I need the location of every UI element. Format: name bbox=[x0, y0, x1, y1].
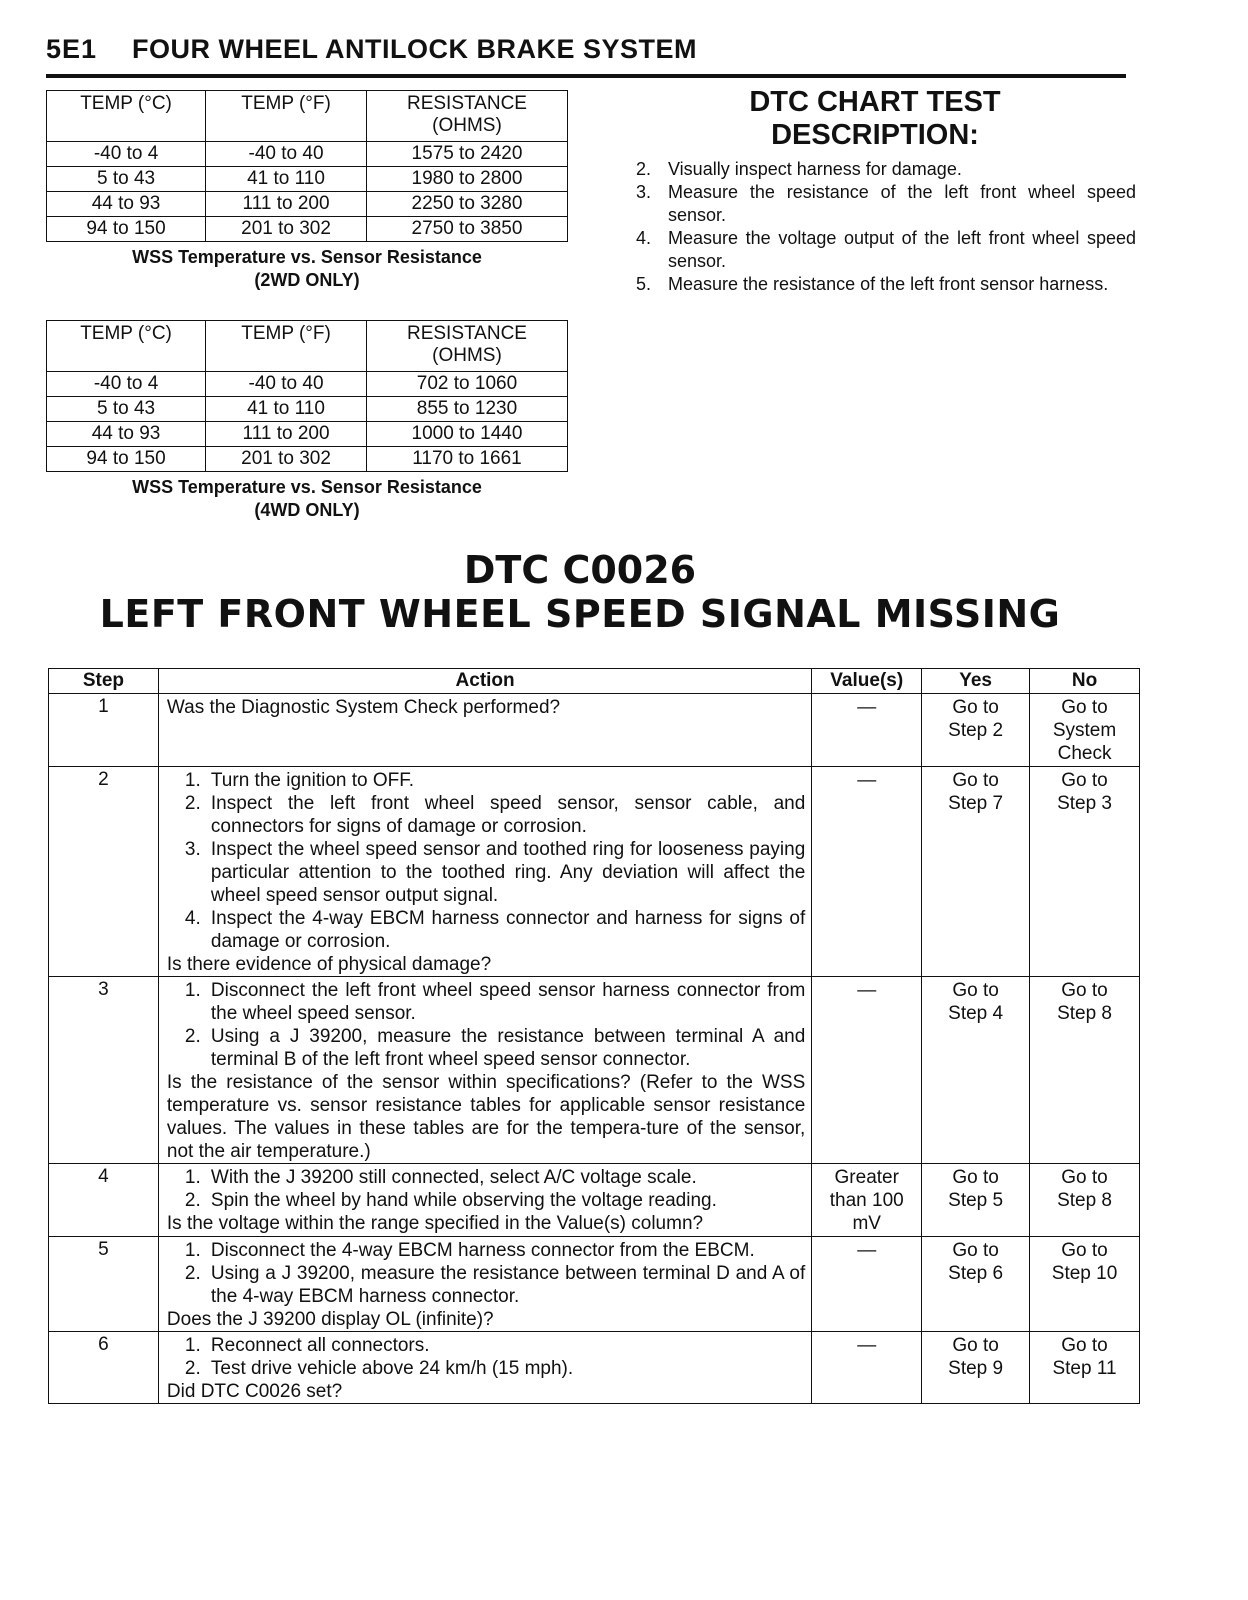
cell-resistance: 855 to 1230 bbox=[366, 397, 567, 422]
page-header bbox=[46, 30, 1126, 78]
col-header-resistance: RESISTANCE (OHMS) bbox=[366, 321, 567, 372]
yes-cell: Go to Step 5 bbox=[922, 1164, 1030, 1237]
cell-temp-c: 44 to 93 bbox=[47, 422, 206, 447]
action-question: Is the voltage within the range specified in the Value(s) column? bbox=[166, 1213, 704, 1234]
diagnostic-table bbox=[48, 668, 1140, 1404]
cell-resistance: 1170 to 1661 bbox=[366, 447, 567, 472]
yes-cell: Go to Step 2 bbox=[922, 694, 1030, 767]
resistance-table-2wd bbox=[46, 90, 568, 242]
cell-resistance: 2750 to 3850 bbox=[366, 217, 567, 242]
cell-temp-c: -40 to 4 bbox=[47, 372, 206, 397]
col-header-temp-c: TEMP (°C) bbox=[47, 321, 206, 372]
action-cell bbox=[158, 977, 811, 1164]
resistance-table-2wd-block bbox=[46, 90, 568, 292]
yes-cell: Go to Step 7 bbox=[922, 767, 1030, 977]
cell-resistance: 1980 to 2800 bbox=[366, 167, 567, 192]
list-item: 2. Visually inspect harness for damage. bbox=[636, 159, 962, 179]
col-header-temp-f: TEMP (°F) bbox=[206, 91, 367, 142]
cell-temp-f: -40 to 40 bbox=[206, 372, 367, 397]
col-header-resistance: RESISTANCE (OHMS) bbox=[366, 91, 567, 142]
no-cell: Go to Step 10 bbox=[1030, 1237, 1140, 1332]
action-steps bbox=[167, 979, 805, 1071]
cell-temp-c: 94 to 150 bbox=[47, 447, 206, 472]
list-item: 1. Disconnect the 4-way EBCM harness connector from the EBCM. bbox=[184, 1240, 755, 1261]
no-cell: Go to Step 11 bbox=[1030, 1332, 1140, 1404]
action-cell bbox=[158, 767, 811, 977]
table-row bbox=[49, 1237, 1140, 1332]
table-row bbox=[47, 142, 568, 167]
cell-resistance: 2250 to 3280 bbox=[366, 192, 567, 217]
step-number: 3 bbox=[49, 977, 159, 1164]
resistance-table-4wd bbox=[46, 320, 568, 472]
list-item: 2. Using a J 39200, measure the resistance between terminal D and A of the 4-way EBCM harness connector. bbox=[184, 1263, 806, 1307]
cell-temp-f: 201 to 302 bbox=[206, 447, 367, 472]
action-question: Is the resistance of the sensor within specifications? (Refer to the WSS temperature vs. sensor resistance tables for applicable sensor resistance values. The values in these tables are for the tempera-ture of the sensor, not the air temperature.) bbox=[166, 1072, 806, 1162]
col-header-temp-c: TEMP (°C) bbox=[47, 91, 206, 142]
value-cell: — bbox=[812, 1332, 922, 1404]
table-row bbox=[47, 192, 568, 217]
list-item: 4. Inspect the 4-way EBCM harness connector and harness for signs of damage or corrosion. bbox=[184, 908, 806, 952]
description-list bbox=[636, 158, 1136, 296]
description-title: DTC CHART TEST DESCRIPTION: bbox=[749, 86, 1001, 151]
table-row bbox=[49, 694, 1140, 767]
value-cell: Greater than 100 mV bbox=[812, 1164, 922, 1237]
resistance-table-4wd-block bbox=[46, 320, 568, 522]
list-item: 2. Test drive vehicle above 24 km/h (15 mph). bbox=[184, 1358, 574, 1379]
section-title: FOUR WHEEL ANTILOCK BRAKE SYSTEM bbox=[132, 34, 698, 64]
yes-cell: Go to Step 4 bbox=[922, 977, 1030, 1164]
no-cell: Go to Step 8 bbox=[1030, 1164, 1140, 1237]
table-row bbox=[49, 977, 1140, 1164]
action-question: Does the J 39200 display OL (infinite)? bbox=[166, 1309, 494, 1330]
action-steps bbox=[167, 1334, 805, 1380]
dtc-name-heading: LEFT FRONT WHEEL SPEED SIGNAL MISSING bbox=[99, 592, 1061, 636]
list-item: 2. Using a J 39200, measure the resistance between terminal A and terminal B of the left front wheel speed sensor connector. bbox=[184, 1026, 806, 1070]
yes-cell: Go to Step 6 bbox=[922, 1237, 1030, 1332]
table-row bbox=[47, 217, 568, 242]
action-cell bbox=[158, 1332, 811, 1404]
list-item: 2. Spin the wheel by hand while observing the voltage reading. bbox=[184, 1190, 717, 1211]
col-header-yes: Yes bbox=[922, 669, 1030, 694]
value-cell: — bbox=[812, 767, 922, 977]
table-row bbox=[49, 767, 1140, 977]
list-item: 3. Measure the resistance of the left front wheel speed sensor. bbox=[636, 182, 1136, 225]
cell-temp-c: 5 to 43 bbox=[47, 167, 206, 192]
cell-resistance: 1575 to 2420 bbox=[366, 142, 567, 167]
cell-temp-f: 111 to 200 bbox=[206, 192, 367, 217]
table-caption-2wd: WSS Temperature vs. Sensor Resistance (2WD ONLY) bbox=[132, 247, 482, 290]
action-steps bbox=[167, 1239, 805, 1308]
col-header-no: No bbox=[1030, 669, 1140, 694]
action-question: Was the Diagnostic System Check performed? bbox=[166, 697, 561, 718]
section-code: 5E1 bbox=[46, 34, 98, 64]
col-header-values: Value(s) bbox=[812, 669, 922, 694]
table-row bbox=[47, 447, 568, 472]
no-cell: Go to System Check bbox=[1030, 694, 1140, 767]
step-number: 1 bbox=[49, 694, 159, 767]
value-cell: — bbox=[812, 977, 922, 1164]
cell-temp-c: -40 to 4 bbox=[47, 142, 206, 167]
step-number: 6 bbox=[49, 1332, 159, 1404]
action-cell bbox=[158, 1164, 811, 1237]
cell-temp-f: 41 to 110 bbox=[206, 397, 367, 422]
cell-resistance: 1000 to 1440 bbox=[366, 422, 567, 447]
cell-temp-f: 201 to 302 bbox=[206, 217, 367, 242]
value-cell: — bbox=[812, 1237, 922, 1332]
list-item: 3. Inspect the wheel speed sensor and toothed ring for looseness paying particular attention to the toothed ring. Any deviation will affect the wheel speed sensor output signal. bbox=[184, 839, 806, 906]
cell-temp-f: 41 to 110 bbox=[206, 167, 367, 192]
col-header-temp-f: TEMP (°F) bbox=[206, 321, 367, 372]
col-header-action: Action bbox=[158, 669, 811, 694]
step-number: 2 bbox=[49, 767, 159, 977]
dtc-code-heading: DTC C0026 bbox=[463, 548, 697, 592]
list-item: 5. Measure the resistance of the left front sensor harness. bbox=[636, 274, 1109, 294]
list-item: 1. Disconnect the left front wheel speed sensor harness connector from the wheel speed sensor. bbox=[184, 980, 806, 1024]
step-number: 5 bbox=[49, 1237, 159, 1332]
action-steps bbox=[167, 769, 805, 953]
action-steps bbox=[167, 1166, 805, 1212]
cell-temp-c: 44 to 93 bbox=[47, 192, 206, 217]
table-row bbox=[49, 1164, 1140, 1237]
cell-resistance: 702 to 1060 bbox=[366, 372, 567, 397]
action-cell bbox=[158, 1237, 811, 1332]
list-item: 1. Turn the ignition to OFF. bbox=[184, 770, 415, 791]
list-item: 2. Inspect the left front wheel speed sensor, sensor cable, and connectors for signs of damage or corrosion. bbox=[184, 793, 806, 837]
no-cell: Go to Step 8 bbox=[1030, 977, 1140, 1164]
table-caption-4wd: WSS Temperature vs. Sensor Resistance (4WD ONLY) bbox=[132, 477, 482, 520]
cell-temp-c: 5 to 43 bbox=[47, 397, 206, 422]
action-question: Is there evidence of physical damage? bbox=[166, 954, 492, 975]
table-row bbox=[47, 397, 568, 422]
table-row bbox=[49, 1332, 1140, 1404]
yes-cell: Go to Step 9 bbox=[922, 1332, 1030, 1404]
action-cell bbox=[158, 694, 811, 767]
action-question: Did DTC C0026 set? bbox=[166, 1381, 343, 1402]
cell-temp-f: -40 to 40 bbox=[206, 142, 367, 167]
list-item: 1. Reconnect all connectors. bbox=[184, 1335, 430, 1356]
table-row bbox=[47, 422, 568, 447]
value-cell: — bbox=[812, 694, 922, 767]
table-row bbox=[47, 372, 568, 397]
cell-temp-c: 94 to 150 bbox=[47, 217, 206, 242]
step-number: 4 bbox=[49, 1164, 159, 1237]
list-item: 1. With the J 39200 still connected, select A/C voltage scale. bbox=[184, 1167, 697, 1188]
list-item: 4. Measure the voltage output of the left front wheel speed sensor. bbox=[636, 228, 1136, 271]
table-row bbox=[47, 167, 568, 192]
col-header-step: Step bbox=[49, 669, 159, 694]
no-cell: Go to Step 3 bbox=[1030, 767, 1140, 977]
cell-temp-f: 111 to 200 bbox=[206, 422, 367, 447]
